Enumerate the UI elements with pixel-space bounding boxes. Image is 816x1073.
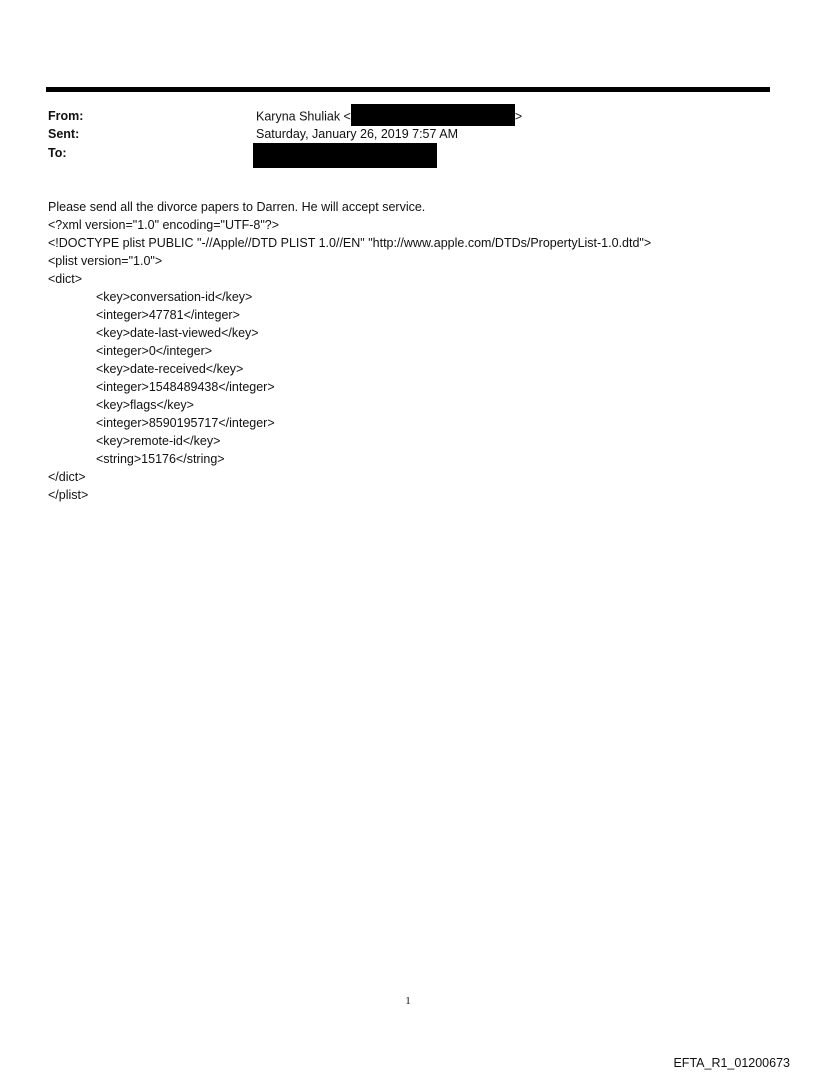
- message-text: Please send all the divorce papers to Darren. He will accept service.: [48, 200, 426, 214]
- from-close: >: [514, 109, 523, 124]
- sent-label: Sent:: [48, 127, 80, 141]
- plist-line: <string>15176</string>: [96, 452, 225, 466]
- page-number: 1: [405, 995, 411, 1007]
- sent-value: Saturday, January 26, 2019 7:57 AM: [256, 127, 458, 141]
- plist-line: <key>date-last-viewed</key>: [96, 326, 259, 340]
- plist-line: <integer>1548489438</integer>: [96, 380, 275, 394]
- plist-line: </plist>: [48, 488, 89, 502]
- header-rule: [46, 87, 770, 92]
- message-body: [48, 198, 768, 504]
- plist-line: <integer>8590195717</integer>: [96, 416, 275, 430]
- to-label: To:: [48, 146, 67, 160]
- plist-line: <key>remote-id</key>: [96, 434, 221, 448]
- plist-line: <?xml version="1.0" encoding="UTF-8"?>: [48, 218, 280, 232]
- redaction-from-email: [351, 104, 515, 126]
- plist-line: <plist version="1.0">: [48, 254, 163, 268]
- redaction-to: [253, 143, 437, 168]
- plist-line: <key>date-received</key>: [96, 362, 244, 376]
- plist-line: </dict>: [48, 470, 86, 484]
- plist-line: <!DOCTYPE plist PUBLIC "-//Apple//DTD PLIST 1.0//EN" "http://www.apple.com/DTDs/PropertyList-1.0.dtd">: [48, 236, 652, 250]
- plist-line: <key>conversation-id</key>: [96, 290, 253, 304]
- plist-line: <integer>0</integer>: [96, 344, 213, 358]
- from-label: From:: [48, 109, 84, 123]
- plist-line: <dict>: [48, 272, 83, 286]
- plist-line: <integer>47781</integer>: [96, 308, 240, 322]
- bates-number: EFTA_R1_01200673: [673, 1056, 790, 1070]
- from-value: [256, 108, 522, 126]
- plist-line: <key>flags</key>: [96, 398, 194, 412]
- from-name: Karyna Shuliak <: [256, 109, 351, 124]
